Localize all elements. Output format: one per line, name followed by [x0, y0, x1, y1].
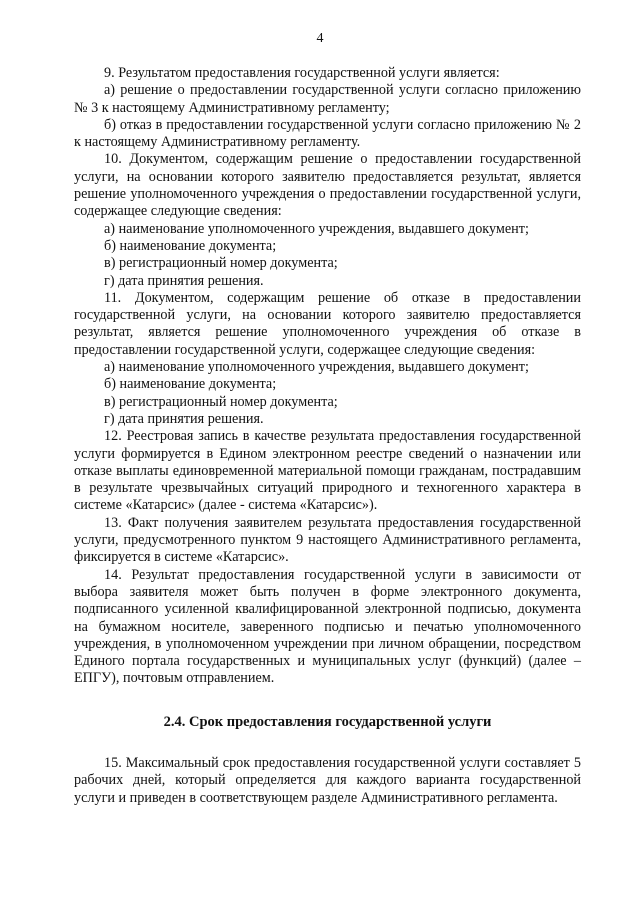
page-number: 4: [316, 31, 324, 46]
paragraph-13: 13. Факт получения заявителем результата предоставления государственной услуги, предусмотренного пунктом 9 настоящего Административного регламента, фиксируется в системе «Катарсис».: [74, 514, 581, 566]
paragraph-11: 11. Документом, содержащим решение об отказе в предоставлении государственной услуги, на основании которого заявителю предоставляется результат, является решение уполномоченного учреждения об отказе в предоставлении государственной услуги, содержащее следующие сведения:: [74, 289, 581, 358]
paragraph-9-item-b: б) отказ в предоставлении государственной услуги согласно приложению № 2 к настоящему Административному регламенту.: [74, 116, 581, 151]
paragraph-11-item-d: г) дата принятия решения.: [104, 410, 264, 427]
paragraph-11-item-c: в) регистрационный номер документа;: [104, 393, 338, 410]
paragraph-14: 14. Результат предоставления государственной услуги в зависимости от выбора заявителя может быть получен в форме электронного документа, подписанного усиленной квалифицированной электронной подписью, документа на бумажном носителе, заверенного подписью и печатью уполномоченного учреждения, в уполномоченном учреждении при личном обращении, посредством Единого портала государственных и муниципальных услуг (функций) (далее – ЕПГУ), почтовым отправлением.: [74, 566, 581, 687]
paragraph-9-item-a: а) решение о предоставлении государственной услуги согласно приложению № 3 к настоящему Административному регламенту;: [74, 82, 581, 116]
paragraph-11-item-a: а) наименование уполномоченного учреждения, выдавшего документ;: [104, 359, 529, 376]
paragraph-10-item-a: а) наименование уполномоченного учреждения, выдавшего документ;: [104, 220, 529, 237]
section-heading: 2.4. Срок предоставления государственной услуги: [163, 713, 492, 730]
paragraph-10-item-d: г) дата принятия решения.: [104, 272, 264, 289]
paragraph-10: 10. Документом, содержащим решение о предоставлении государственной услуги, на основании которого заявителю предоставляется результат, является решение уполномоченного учреждения о предоставлении государственной услуги, содержащее следующие сведения:: [74, 151, 581, 220]
document-body: [74, 65, 581, 807]
paragraph-11-item-b: б) наименование документа;: [104, 376, 277, 393]
paragraph-9: 9. Результатом предоставления государственной услуги является:: [104, 65, 500, 81]
paragraph-10-item-c: в) регистрационный номер документа;: [104, 255, 338, 272]
paragraph-12: 12. Реестровая запись в качестве результата предоставления государственной услуги формируется в Едином электронном реестре сведений о назначении или отказе выплаты единовременной материальной помощи гражданам, пострадавшим в результате чрезвычайных ситуаций природного и техногенного характера в системе «Катарсис» (далее - система «Катарсис»).: [74, 428, 581, 514]
paragraph-10-item-b: б) наименование документа;: [104, 237, 277, 254]
paragraph-15: 15. Максимальный срок предоставления государственной услуги составляет 5 рабочих дней, который определяется для каждого варианта государственной услуги и приведен в соответствующем разделе Административного регламента.: [74, 754, 581, 806]
